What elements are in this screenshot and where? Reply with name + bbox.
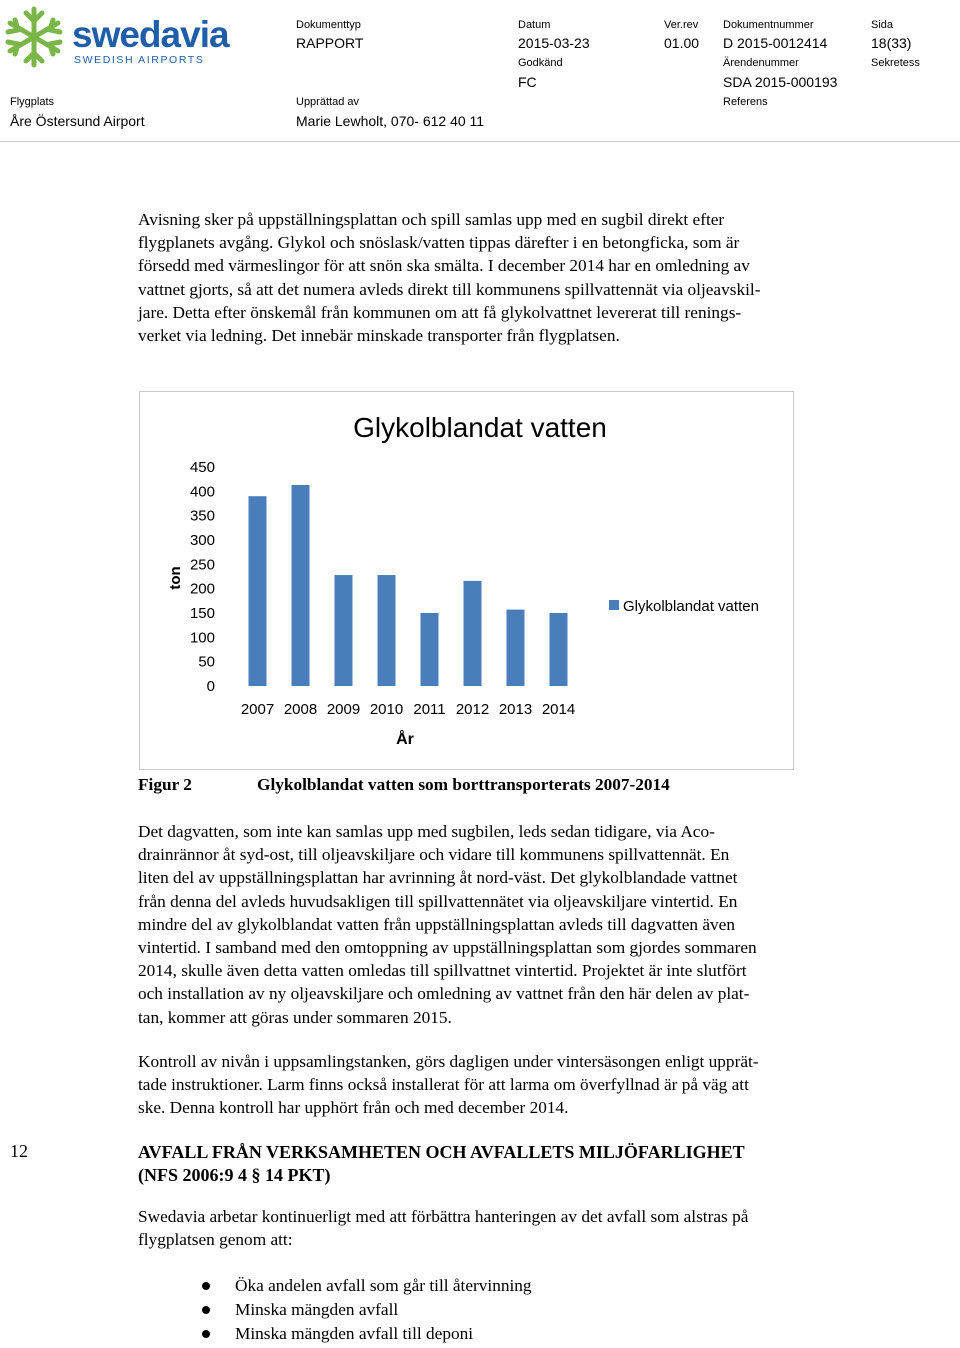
rev-label: Ver.rev [664,19,699,31]
paragraph-3 [138,1050,858,1120]
heading-line: AVFALL FRÅN VERKSAMHETEN OCH AVFALLETS MILJÖFARLIGHET [138,1142,745,1162]
x-axis-ticks [241,701,575,718]
y-tick-label: 0 [206,678,215,695]
paragraph-2 [138,820,858,1029]
list-item: Öka andelen avfall som går till återvinning [195,1274,532,1298]
paragraph-1 [138,208,858,347]
y-tick-label: 300 [189,532,215,549]
bar-chart [140,392,793,769]
text-line: ske. Denna kontroll har upphört från och med december 2014. [138,1098,569,1118]
text-line: Swedavia arbetar kontinuerligt med att förbättra hanteringen av det avfall som alstras på [138,1207,749,1226]
text-line: och installation av ny oljeavskiljare och omledning av vattnet från den här delen av plat- [138,984,750,1004]
x-tick-label: 2008 [283,701,318,718]
author-label: Upprättad av [296,96,359,108]
airport: Åre Östersund Airport [10,113,145,129]
bars [249,485,568,686]
text-line: försedd med värmeslingor för att snön ska smälta. I december 2014 har en omledning av [138,256,750,276]
docnum: D 2015-0012414 [723,35,828,51]
doc-type-label: Dokumenttyp [296,19,361,31]
date: 2015-03-23 [518,35,590,51]
legend-label: Glykolblandat vatten [623,598,759,615]
date-label: Datum [518,19,551,31]
text-line: flygplatsen genom att: [138,1230,293,1250]
y-axis-ticks [190,459,215,695]
bar-2009 [335,575,353,686]
figure-label: Figur 2 [138,775,192,794]
bullet-list [195,1274,532,1346]
header-divider [0,141,960,142]
airport-label: Flygplats [10,96,55,108]
list-item: Minska mängden avfall till deponi [195,1322,532,1346]
x-tick-label: 2007 [240,701,275,718]
bar-2008 [292,485,310,686]
text-line: drainrännor åt syd-ost, till oljeavskiljare och vidare till kommunens spillvattennät. En [138,845,730,865]
bar-2014 [550,613,568,686]
text-line: vattnet gjorts, så att det numera avleds direkt till kommunens spillvattennät via oljeavskil- [138,279,761,299]
text-line: 2014, skulle även detta vatten omledas till spillvattnet vintertid. Projektet är inte slutfört [138,961,747,981]
text-line: mindre del av glykolblandat vatten från uppställningsplattan avleds till dagvatten även [138,914,735,934]
x-tick-label: 2012 [455,701,490,718]
figure-caption: Glykolblandat vatten som borttransporterats 2007-2014 [257,775,670,794]
y-tick-label: 200 [189,580,215,598]
author: Marie Lewholt, 070- 612 40 11 [296,113,485,129]
text-line: vintertid. I samband med den omtoppning av uppställningsplattan som gjordes sommaren [138,938,757,958]
rev: 01.00 [664,35,700,51]
docnum-label: Dokumentnummer [723,19,814,31]
text-line: flygplanets avgång. Glykol och snöslask/vatten tippas därefter i en betongficka, som är [138,233,740,253]
x-tick-label: 2011 [413,701,446,718]
text-line: Avisning sker på uppställningsplattan och spill samlas upp med en sugbil direkt efter [138,210,725,229]
case-number: SDA 2015-000193 [723,74,838,90]
y-tick-label: 350 [189,507,215,525]
text-line: liten del av uppställningsplattan har avrinning åt nord-väst. Det glykolblandade vattnet [138,868,738,888]
page-label: Sida [871,19,894,31]
text-line: från denna del avleds huvudsakligen till spillvattennätet via oljeavskiljare vintertid. En [138,891,738,911]
bar-2010 [378,575,396,686]
legend-swatch [609,600,619,610]
x-tick-label: 2013 [498,701,533,718]
page-number: 18(33) [871,35,912,51]
y-tick-label: 250 [189,556,215,574]
text-line: Kontroll av nivån i uppsamlingstanken, görs dagligen under vintersäsongen enligt upprät- [138,1052,759,1071]
y-tick-label: 150 [189,605,215,622]
case-label: Ärendenummer [723,57,799,69]
y-tick-label: 50 [198,653,215,671]
text-line: tade instruktioner. Larm finns också installerat för att larma om överfyllnad är på väg att [138,1075,749,1095]
heading-line: (NFS 2006:9 4 § 14 PKT) [138,1165,331,1185]
x-tick-label: 2014 [541,701,576,718]
section-heading [138,1141,745,1187]
snowflake-logo-icon [3,4,65,70]
bar-2013 [507,610,525,686]
doc-type: RAPPORT [296,35,364,51]
logo-subtitle: SWEDISH AIRPORTS [74,54,205,66]
y-tick-label: 100 [189,629,215,647]
bar-2011 [421,613,439,686]
bar-2007 [249,496,267,686]
x-tick-label: 2009 [326,701,361,718]
chart-frame [139,391,794,770]
ref-label: Referens [723,96,768,108]
list-item: Minska mängden avfall [195,1298,532,1322]
approved: FC [518,74,537,90]
chart-title: Glykolblandat vatten [353,412,607,443]
text-line: tan, kommer att göras under sommaren 2015. [138,1007,452,1027]
text-line: Det dagvatten, som inte kan samlas upp med sugbilen, leds sedan tidigare, via Aco- [138,822,715,841]
y-tick-label: 400 [189,483,215,501]
paragraph-4 [138,1205,858,1251]
approved-label: Godkänd [518,57,563,69]
logo-wordmark: swedavia [72,14,229,55]
bar-2012 [464,581,482,686]
x-axis-label: År [396,731,414,748]
secrecy-label: Sekretess [871,57,920,69]
text-line: verket via ledning. Det innebär minskade transporter från flygplatsen. [138,326,620,346]
text-line: jare. Detta efter önskemål från kommunen om att få glykolvattnet levererat till renings- [138,302,742,322]
section-number: 12 [10,1141,28,1161]
x-tick-label: 2010 [369,701,404,718]
y-axis-label: ton [167,566,184,590]
y-tick-label: 450 [189,459,215,476]
legend [609,598,759,615]
